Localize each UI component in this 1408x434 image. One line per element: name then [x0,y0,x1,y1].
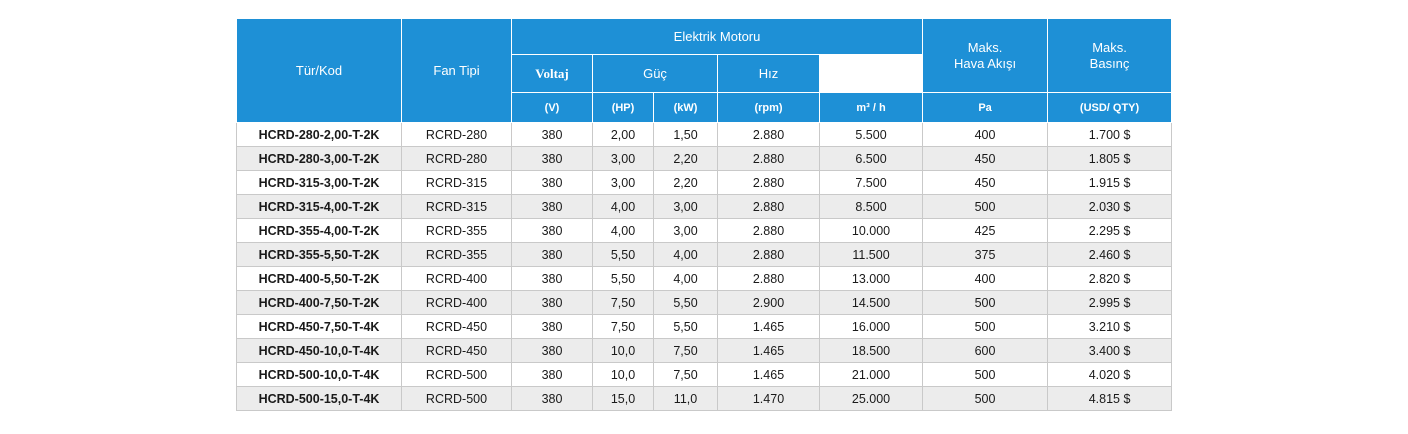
cell-kw: 2,20 [654,147,718,171]
cell-price: 1.915 $ [1048,171,1172,195]
cell-flow: 13.000 [820,267,923,291]
cell-hp: 4,00 [593,195,654,219]
cell-rpm: 2.880 [718,147,820,171]
col-header-max-pressure: Maks. Basınç [1048,19,1172,93]
cell-code: HCRD-450-10,0-T-4K [237,339,402,363]
cell-pa: 500 [923,291,1048,315]
cell-price: 1.700 $ [1048,123,1172,147]
table-row [237,315,1172,339]
table-row [237,291,1172,315]
cell-hp: 7,50 [593,315,654,339]
cell-price: 2.995 $ [1048,291,1172,315]
cell-flow: 14.500 [820,291,923,315]
cell-kw: 7,50 [654,339,718,363]
cell-fan: RCRD-280 [402,123,512,147]
cell-flow: 7.500 [820,171,923,195]
cell-rpm: 2.880 [718,171,820,195]
cell-rpm: 2.880 [718,123,820,147]
table-row [237,387,1172,411]
cell-flow: 11.500 [820,243,923,267]
cell-fan: RCRD-400 [402,291,512,315]
cell-fan: RCRD-355 [402,243,512,267]
cell-pa: 450 [923,171,1048,195]
cell-code: HCRD-500-15,0-T-4K [237,387,402,411]
table-header: Tür/Kod Fan Tipi Elektrik Motoru Maks. Hava Akışı Maks. Basınç Birim Fiyay Voltaj Güç Hız (V) (HP) (kW) (rpm) m³ / h Pa (USD/ QTY) [237,19,1172,123]
cell-kw: 4,00 [654,267,718,291]
cell-code: HCRD-400-7,50-T-2K [237,291,402,315]
cell-code: HCRD-280-2,00-T-2K [237,123,402,147]
cell-hp: 5,50 [593,243,654,267]
cell-kw: 3,00 [654,219,718,243]
cell-kw: 3,00 [654,195,718,219]
table-row [237,363,1172,387]
col-header-voltage: Voltaj [512,55,593,93]
cell-pa: 450 [923,147,1048,171]
cell-rpm: 1.465 [718,315,820,339]
cell-volt: 380 [512,243,593,267]
cell-code: HCRD-400-5,50-T-2K [237,267,402,291]
cell-price: 2.460 $ [1048,243,1172,267]
cell-hp: 10,0 [593,339,654,363]
cell-pa: 500 [923,315,1048,339]
cell-hp: 7,50 [593,291,654,315]
cell-pa: 500 [923,195,1048,219]
table-row [237,171,1172,195]
cell-code: HCRD-315-4,00-T-2K [237,195,402,219]
cell-fan: RCRD-315 [402,171,512,195]
cell-pa: 500 [923,387,1048,411]
col-header-type-code: Tür/Kod [237,19,402,123]
cell-fan: RCRD-355 [402,219,512,243]
cell-price: 2.820 $ [1048,267,1172,291]
table-row [237,267,1172,291]
cell-kw: 11,0 [654,387,718,411]
unit-speed: (rpm) [718,93,820,123]
unit-voltage: (V) [512,93,593,123]
cell-pa: 425 [923,219,1048,243]
cell-hp: 5,50 [593,267,654,291]
cell-rpm: 2.900 [718,291,820,315]
cell-price: 4.815 $ [1048,387,1172,411]
cell-rpm: 2.880 [718,267,820,291]
cell-hp: 15,0 [593,387,654,411]
unit-power-kw: (kW) [654,93,718,123]
cell-fan: RCRD-500 [402,387,512,411]
cell-kw: 7,50 [654,363,718,387]
cell-pa: 600 [923,339,1048,363]
cell-flow: 16.000 [820,315,923,339]
cell-flow: 21.000 [820,363,923,387]
cell-volt: 380 [512,267,593,291]
cell-pa: 375 [923,243,1048,267]
cell-hp: 2,00 [593,123,654,147]
cell-rpm: 2.880 [718,243,820,267]
cell-kw: 5,50 [654,315,718,339]
cell-code: HCRD-355-4,00-T-2K [237,219,402,243]
cell-rpm: 1.465 [718,339,820,363]
cell-fan: RCRD-450 [402,315,512,339]
cell-hp: 4,00 [593,219,654,243]
cell-kw: 4,00 [654,243,718,267]
cell-volt: 380 [512,195,593,219]
unit-price: (USD/ QTY) [1048,93,1172,123]
cell-code: HCRD-280-3,00-T-2K [237,147,402,171]
cell-pa: 400 [923,267,1048,291]
cell-rpm: 1.470 [718,387,820,411]
cell-kw: 5,50 [654,291,718,315]
unit-power-hp: (HP) [593,93,654,123]
col-header-power: Güç [593,55,718,93]
col-header-motor-group: Elektrik Motoru [512,19,923,55]
price-table [236,18,1204,411]
cell-price: 3.400 $ [1048,339,1172,363]
table-row [237,243,1172,267]
cell-flow: 25.000 [820,387,923,411]
cell-volt: 380 [512,339,593,363]
cell-price: 2.030 $ [1048,195,1172,219]
cell-price: 1.805 $ [1048,147,1172,171]
cell-code: HCRD-315-3,00-T-2K [237,171,402,195]
table-body [237,123,1172,411]
cell-hp: 3,00 [593,171,654,195]
cell-code: HCRD-500-10,0-T-4K [237,363,402,387]
cell-volt: 380 [512,291,593,315]
cell-flow: 6.500 [820,147,923,171]
table-row [237,219,1172,243]
cell-code: HCRD-355-5,50-T-2K [237,243,402,267]
cell-volt: 380 [512,147,593,171]
cell-flow: 8.500 [820,195,923,219]
cell-volt: 380 [512,171,593,195]
cell-price: 2.295 $ [1048,219,1172,243]
cell-fan: RCRD-450 [402,339,512,363]
cell-pa: 400 [923,123,1048,147]
cell-fan: RCRD-400 [402,267,512,291]
cell-flow: 10.000 [820,219,923,243]
cell-code: HCRD-450-7,50-T-4K [237,315,402,339]
cell-fan: RCRD-315 [402,195,512,219]
cell-hp: 10,0 [593,363,654,387]
col-header-max-airflow: Maks. Hava Akışı [923,19,1048,93]
table-row [237,339,1172,363]
cell-fan: RCRD-280 [402,147,512,171]
unit-pressure: Pa [923,93,1048,123]
cell-flow: 18.500 [820,339,923,363]
col-header-speed: Hız [718,55,820,93]
cell-hp: 3,00 [593,147,654,171]
cell-price: 4.020 $ [1048,363,1172,387]
cell-rpm: 2.880 [718,195,820,219]
table-row [237,147,1172,171]
cell-volt: 380 [512,363,593,387]
cell-fan: RCRD-500 [402,363,512,387]
cell-pa: 500 [923,363,1048,387]
cell-rpm: 1.465 [718,363,820,387]
col-header-fan-type: Fan Tipi [402,19,512,123]
table-row [237,123,1172,147]
cell-kw: 1,50 [654,123,718,147]
cell-kw: 2,20 [654,171,718,195]
unit-airflow: m³ / h [820,93,923,123]
cell-volt: 380 [512,315,593,339]
cell-volt: 380 [512,219,593,243]
cell-price: 3.210 $ [1048,315,1172,339]
cell-volt: 380 [512,123,593,147]
cell-rpm: 2.880 [718,219,820,243]
table-row [237,195,1172,219]
cell-volt: 380 [512,387,593,411]
cell-flow: 5.500 [820,123,923,147]
